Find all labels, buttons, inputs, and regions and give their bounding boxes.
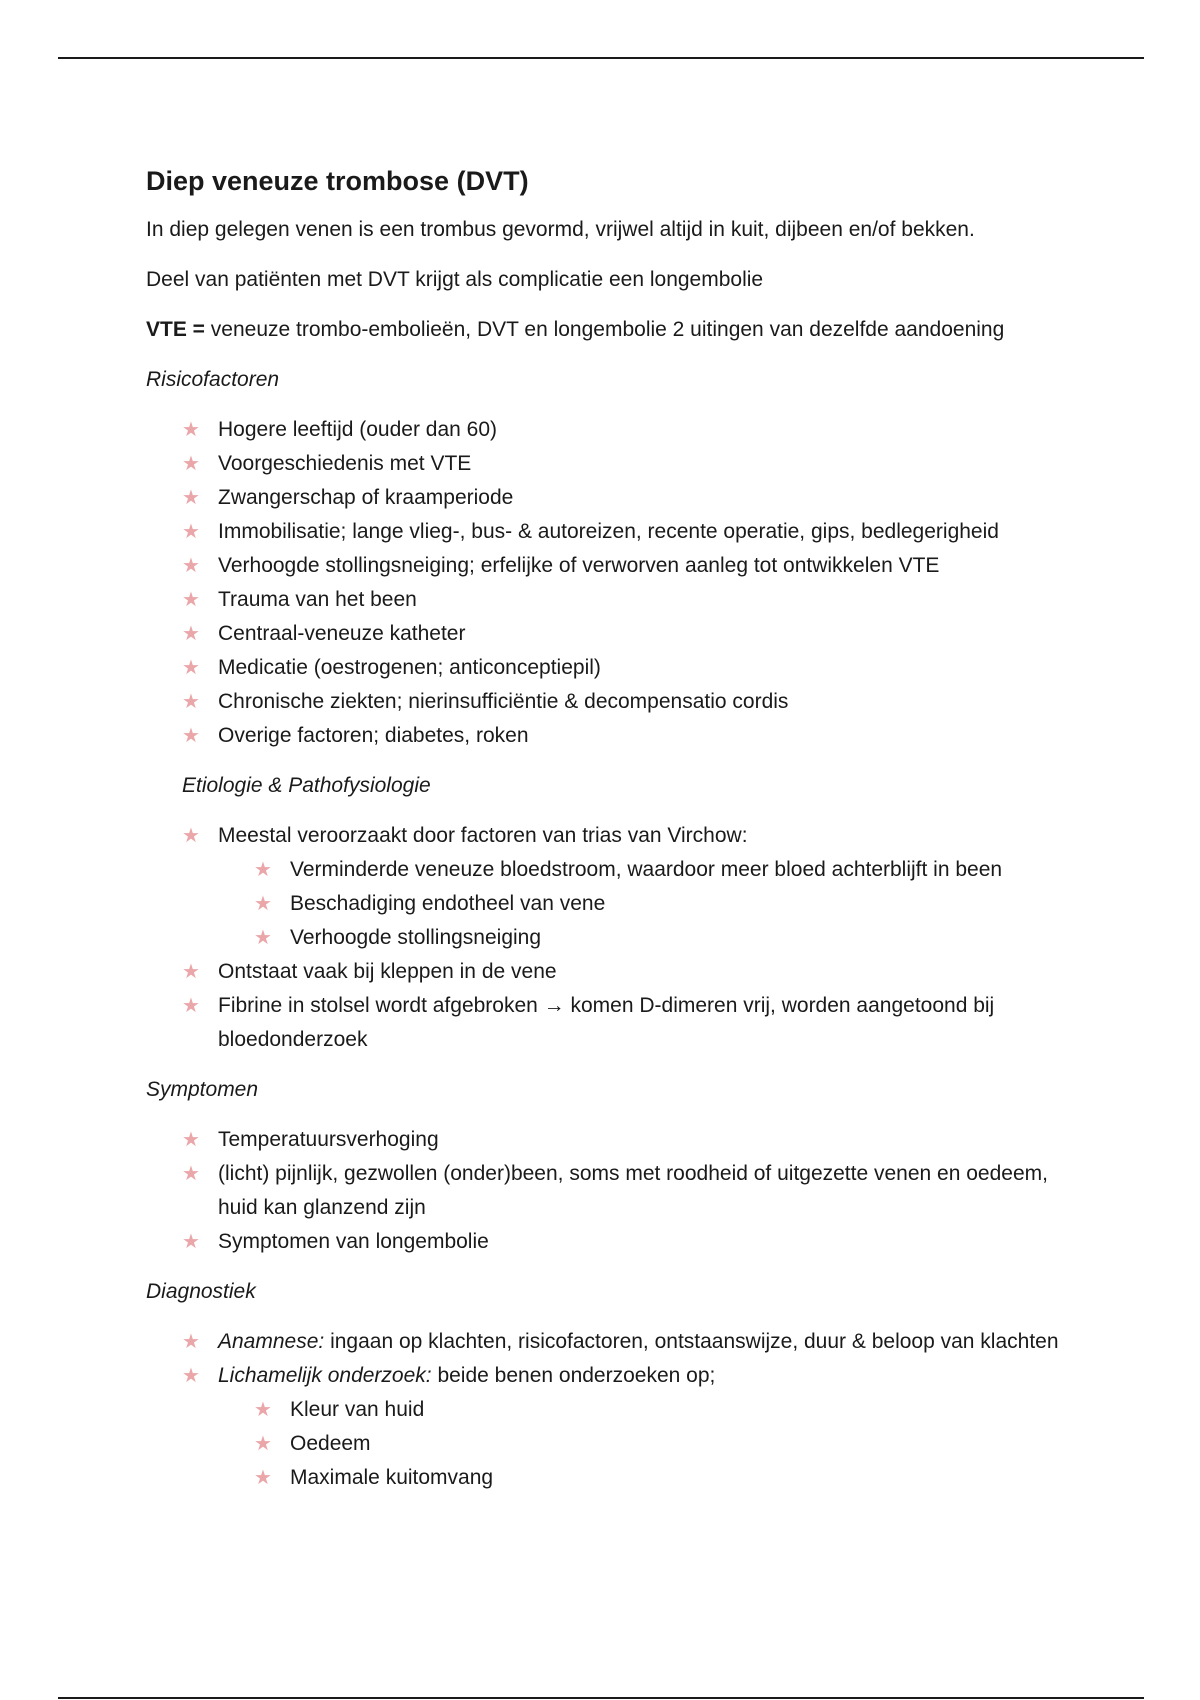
star-icon: ★	[182, 419, 200, 441]
star-icon: ★	[182, 487, 200, 509]
star-icon: ★	[254, 927, 272, 949]
list-item: ★ Symptomen van longembolie	[146, 1225, 1086, 1259]
vte-term: VTE =	[146, 318, 205, 341]
star-icon: ★	[182, 453, 200, 475]
star-icon: ★	[254, 859, 272, 881]
list-item: ★ Voorgeschiedenis met VTE	[146, 447, 1086, 481]
list-item: ★ Verhoogde stollingsneiging; erfelijke of verworven aanleg tot ontwikkelen VTE	[146, 549, 1086, 583]
header-rule	[58, 57, 1144, 59]
symptoms-list	[146, 1123, 1086, 1259]
star-icon: ★	[254, 1467, 272, 1489]
exam-label: Lichamelijk onderzoek:	[218, 1364, 432, 1387]
list-item: ★ Lichamelijk onderzoek: beide benen onderzoeken op;	[146, 1359, 1086, 1393]
list-item: ★ Trauma van het been	[146, 583, 1086, 617]
list-item: ★ Medicatie (oestrogenen; anticonceptiepil)	[146, 651, 1086, 685]
sub-list-item: ★ Kleur van huid	[146, 1393, 1086, 1427]
star-icon: ★	[182, 623, 200, 645]
star-icon: ★	[182, 1231, 200, 1253]
sub-list-item: ★ Beschadiging endotheel van vene	[146, 887, 1086, 921]
star-icon: ★	[182, 1331, 200, 1353]
symptoms-heading: Symptomen	[146, 1078, 259, 1101]
star-icon: ★	[182, 1365, 200, 1387]
star-icon: ★	[182, 1163, 200, 1185]
star-icon: ★	[182, 995, 200, 1017]
star-icon: ★	[182, 657, 200, 679]
list-item: ★ Zwangerschap of kraamperiode	[146, 481, 1086, 515]
list-item: ★ Fibrine in stolsel wordt afgebroken → komen D-dimeren vrij, worden aangetoond bij bloedonderzoek	[146, 989, 1086, 1057]
star-icon: ★	[254, 893, 272, 915]
list-item: ★ Centraal-veneuze katheter	[146, 617, 1086, 651]
anamnese-label: Anamnese:	[218, 1330, 325, 1353]
etiology-list	[146, 819, 1086, 1057]
star-icon: ★	[254, 1399, 272, 1421]
page-title: Diep veneuze trombose (DVT)	[146, 166, 529, 196]
list-item: ★ (licht) pijnlijk, gezwollen (onder)been, soms met roodheid of uitgezette venen en oedeem, huid kan glanzend zijn	[146, 1157, 1086, 1225]
sub-list-item: ★ Maximale kuitomvang	[146, 1461, 1086, 1495]
intro-paragraph-1: In diep gelegen venen is een trombus gevormd, vrijwel altijd in kuit, dijbeen en/of bekken.	[146, 218, 975, 241]
star-icon: ★	[182, 825, 200, 847]
star-icon: ★	[254, 1433, 272, 1455]
star-icon: ★	[182, 691, 200, 713]
star-icon: ★	[182, 725, 200, 747]
star-icon: ★	[182, 1129, 200, 1151]
star-icon: ★	[182, 521, 200, 543]
document-body	[146, 163, 1086, 1511]
diagnostics-list	[146, 1325, 1086, 1495]
sub-list-item: ★ Verhoogde stollingsneiging	[146, 921, 1086, 955]
list-item: ★ Ontstaat vaak bij kleppen in de vene	[146, 955, 1086, 989]
list-item: ★ Hogere leeftijd (ouder dan 60)	[146, 413, 1086, 447]
sub-list-item: ★ Verminderde veneuze bloedstroom, waardoor meer bloed achterblijft in been	[146, 853, 1086, 887]
sub-list-item: ★ Oedeem	[146, 1427, 1086, 1461]
vte-text: veneuze trombo-embolieën, DVT en longembolie 2 uitingen van dezelfde aandoening	[204, 318, 1005, 341]
list-item: ★ Chronische ziekten; nierinsufficiëntie & decompensatio cordis	[146, 685, 1086, 719]
intro-paragraph-2: Deel van patiënten met DVT krijgt als complicatie een longembolie	[146, 268, 764, 291]
list-item: ★ Temperatuursverhoging	[146, 1123, 1086, 1157]
star-icon: ★	[182, 589, 200, 611]
list-item: ★ Meestal veroorzaakt door factoren van trias van Virchow:	[146, 819, 1086, 853]
etiology-heading: Etiologie & Pathofysiologie	[182, 774, 431, 797]
footer-rule	[58, 1697, 1144, 1699]
list-item: ★ Anamnese: ingaan op klachten, risicofactoren, ontstaanswijze, duur & beloop van klachten	[146, 1325, 1086, 1359]
list-item: ★ Overige factoren; diabetes, roken	[146, 719, 1086, 753]
star-icon: ★	[182, 555, 200, 577]
risk-list	[146, 413, 1086, 753]
star-icon: ★	[182, 961, 200, 983]
vte-definition	[146, 313, 1086, 347]
diagnostics-heading: Diagnostiek	[146, 1280, 256, 1303]
list-item: ★ Immobilisatie; lange vlieg-, bus- & autoreizen, recente operatie, gips, bedlegerigheid	[146, 515, 1086, 549]
risk-heading: Risicofactoren	[146, 368, 280, 391]
